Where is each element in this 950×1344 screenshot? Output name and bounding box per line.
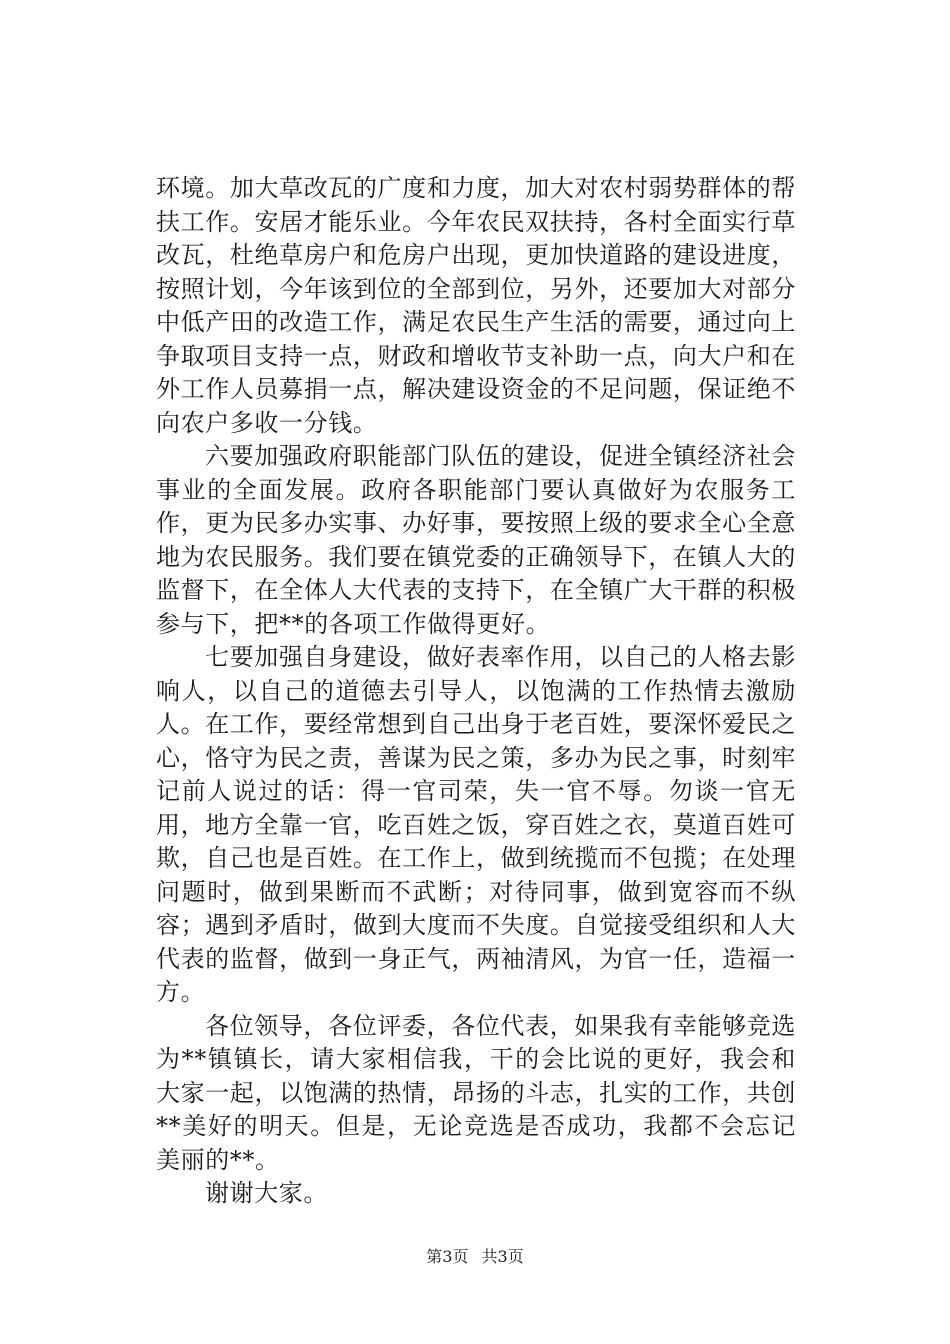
paragraph-1: 环境。加大草改瓦的广度和力度，加大对农村弱势群体的帮扶工作。安居才能乐业。今年农民双扶持，各村全面实行草改瓦，杜绝草房户和危房户出现，更加快道路的建设进度，按照计划，今年该到位的全部到位，另外，还要加大对部分中低产田的改造工作，满足农民生产生活的需要，通过向上争取项目支持一点，财政和增收节支补助一点，向大户和在外工作人员募捐一点，解决建设资金的不足问题，保证绝不向农户多收一分钱。 [156, 174, 796, 437]
paragraph-5: 谢谢大家。 [205, 1179, 328, 1207]
paragraph-3: 七要加强自身建设，做好表率作用，以自己的人格去影响人，以自己的道德去引导人，以饱满的工作热情去激励人。在工作，要经常想到自己出身于老百姓，要深怀爱民之心，恪守为民之责，善谋为民之策，多办为民之事，时刻牢记前人说过的话：得一官司荣，失一官不辱。勿谈一官无用，地方全靠一官，吃百姓之饭，穿百姓之衣，莫道百姓可欺，自己也是百姓。在工作上，做到统揽而不包揽；在处理问题时，做到果断而不武断；对待同事，做到宽容而不纵容；遇到矛盾时，做到大度而不失度。自觉接受组织和人大代表的监督，做到一身正气，两袖清风，为官一任，造福一方。 [156, 643, 796, 1006]
paragraph-2: 六要加强政府职能部门队伍的建设，促进全镇经济社会事业的全面发展。政府各职能部门要认真做好为农服务工作，更为民多办实事、办好事，要按照上级的要求全心全意地为农民服务。我们要在镇党委的正确领导下，在镇人大的监督下，在全体人大代表的支持下，在全镇广大干群的积极参与下，把**的各项工作做得更好。 [156, 442, 796, 638]
page-total: 共3页 [481, 1247, 524, 1266]
paragraph-4: 各位领导，各位评委，各位代表，如果我有幸能够竞选为**镇镇长，请大家相信我，干的会比说的更好，我会和大家一起，以饱满的热情，昂扬的斗志，扎实的工作，共创**美好的明天。但是，无论竞选是否成功，我都不会忘记美丽的**。 [156, 1011, 796, 1174]
page-number: 第3页 [426, 1247, 469, 1266]
page-footer [0, 1244, 950, 1267]
document-body [156, 172, 796, 1211]
